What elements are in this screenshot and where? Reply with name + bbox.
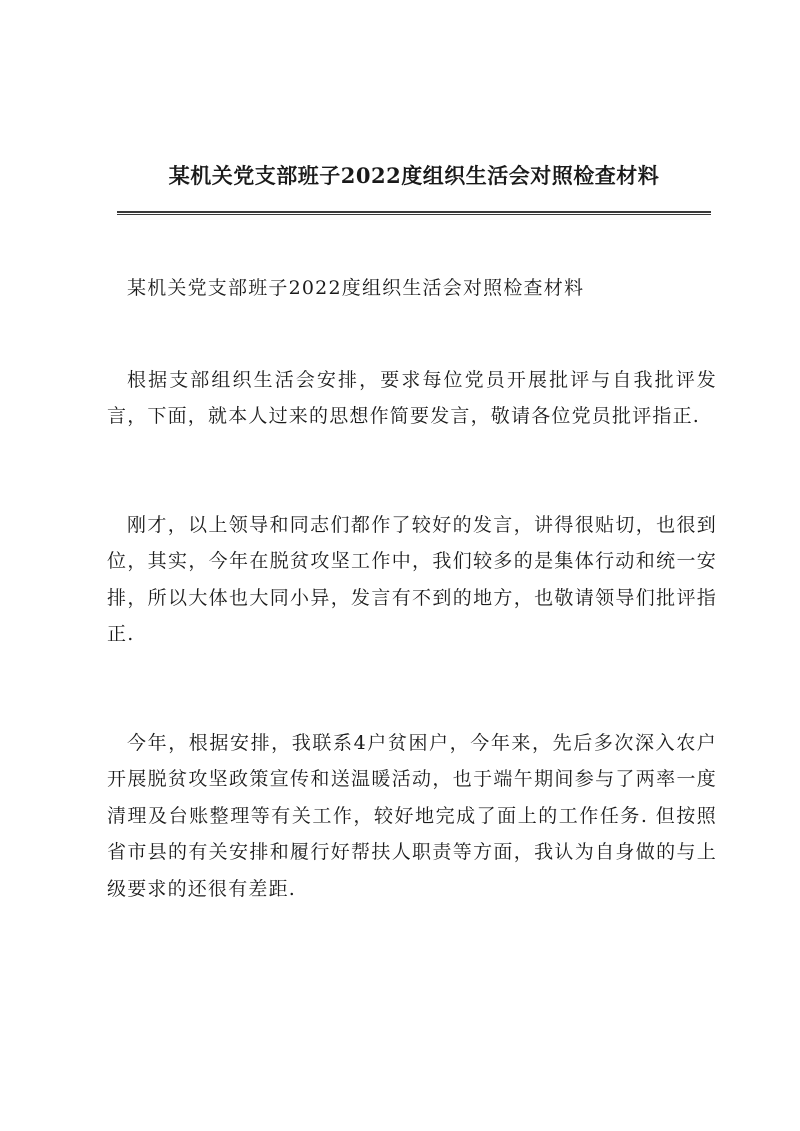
document-subtitle: 某机关党支部班子2022度组织生活会对照检查材料 [127, 277, 585, 299]
document-title: 某机关党支部班子2022度组织生活会对照检查材料 [168, 163, 660, 188]
document-header [117, 160, 711, 192]
body-paragraph: 今年，根据安排，我联系4户贫困户，今年来，先后多次深入农户开展脱贫攻坚政策宣传和送温暖活动，也于端午期间参与了两率一度清理及台账整理等有关工作，较好地完成了面上的工作任务. 但按照省市县的有关安排和履行好帮扶人职责等方面，我认为自身做的与上级要求的还很有差距. [107, 731, 717, 900]
header-divider [117, 211, 711, 215]
body-paragraph: 根据支部组织生活会安排，要求每位党员开展批评与自我批评发言，下面，就本人过来的思想作简要发言，敬请各位党员批评指正. [107, 368, 717, 427]
document-body [107, 270, 717, 979]
body-paragraph: 刚才，以上领导和同志们都作了较好的发言，讲得很贴切，也很到位，其实，今年在脱贫攻坚工作中，我们较多的是集体行动和统一安排，所以大体也大同小异，发言有不到的地方，也敬请领导们批评指正. [107, 513, 717, 645]
